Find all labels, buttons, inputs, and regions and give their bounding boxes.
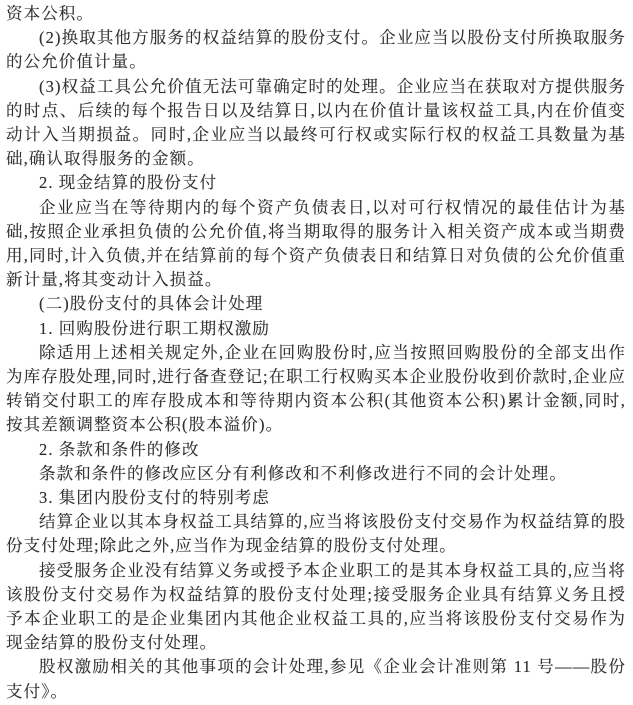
- body-paragraph: 条款和条件的修改应区分有利修改和不利修改进行不同的会计处理。: [39, 463, 567, 483]
- body-paragraph: 接受服务企业没有结算义务或授予本企业职工的是其本身权益工具的,应当将该股份支付交易作为权益结算的股份支付处理;接受服务企业具有结算义务且授予本企业职工的是企业集团内其他企业权益工具的,应当将该股份支付交易作为现金结算的股份支付处理。: [6, 560, 626, 653]
- body-paragraph: 股权激励相关的其他事项的会计处理,参见《企业会计准则第 11 号——股份支付》。: [6, 657, 626, 701]
- paragraph-container: [6, 2, 626, 704]
- section-heading: (二)股份支付的具体会计处理: [39, 294, 264, 314]
- body-paragraph: 企业应当在等待期内的每个资产负债表日,以对可行权情况的最佳估计为基础,按照企业承担负债的公允价值,将当期取得的服务计入相关资产成本或当期费用,同时,计入负债,并在结算前的每个资产负债表日和结算日对负债的公允价值重新计量,将其变动计入损益。: [6, 197, 626, 290]
- section-heading: 1. 回购股份进行职工期权激励: [39, 318, 270, 338]
- body-paragraph: 资本公积。: [6, 4, 94, 23]
- section-heading: 2. 条款和条件的修改: [39, 439, 200, 459]
- body-paragraph: 除适用上述相关规定外,企业在回购股份时,应当按照回购股份的全部支出作为库存股处理,同时,进行备查登记;在职工行权购买本企业股份收到价款时,企业应转销交付职工的库存股成本和等待期内资本公积(其他资本公积)累计金额,同时,按其差额调整资本公积(股本溢价)。: [6, 342, 626, 435]
- section-heading: 3. 集团内股份支付的特别考虑: [39, 488, 270, 508]
- body-paragraph: (2)换取其他方服务的权益结算的股份支付。企业应当以股份支付所换取服务的公允价值计量。: [6, 28, 626, 72]
- body-paragraph: (3)权益工具公允价值无法可靠确定时的处理。企业应当在获取对方提供服务的时点、后续的每个报告日以及结算日,以内在价值计量该权益工具,内在价值变动计入当期损益。同时,企业应当以最终可行权或实际行权的权益工具数量为基础,确认取得服务的金额。: [6, 76, 626, 169]
- section-heading: 2. 现金结算的股份支付: [39, 173, 218, 193]
- body-paragraph: 结算企业以其本身权益工具结算的,应当将该股份支付交易作为权益结算的股份支付处理;除此之外,应当作为现金结算的股份支付处理。: [6, 512, 626, 556]
